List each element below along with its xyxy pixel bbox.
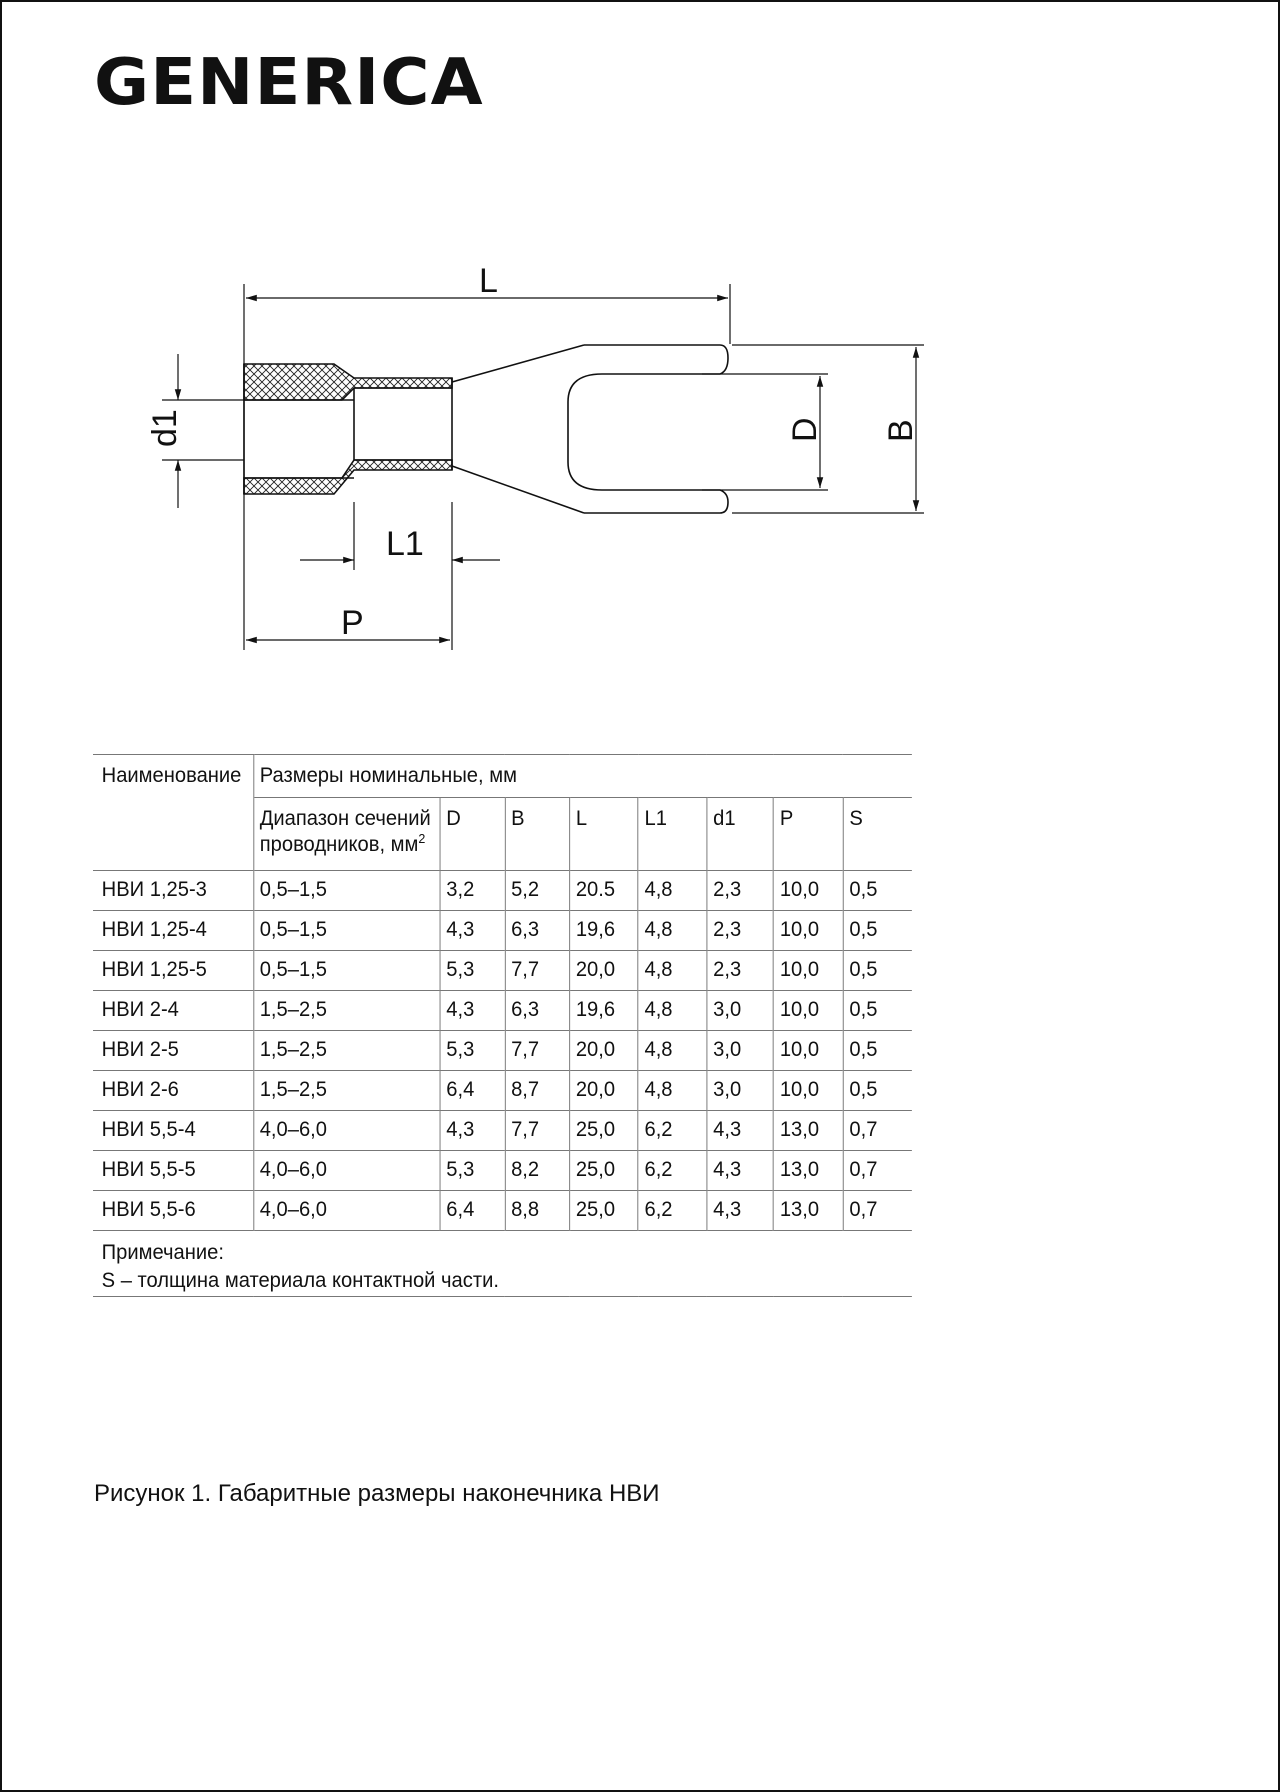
dimension-lines [162,284,924,650]
table-cell: 3,2 [440,871,505,911]
table-cell: 1,5–2,5 [253,1071,440,1111]
table-cell: 6,2 [638,1111,707,1151]
table-cell: 0,5 [843,991,912,1031]
table-cell: 0,5–1,5 [253,951,440,991]
table-note-row [93,1231,912,1297]
table-cell: 10,0 [774,871,844,911]
table-cell: 25,0 [570,1111,639,1151]
table-cell: 20.5 [570,871,639,911]
table-cell: 4,3 [440,991,505,1031]
table-cell: 4,0–6,0 [253,1111,440,1151]
table-cell: 4,0–6,0 [253,1151,440,1191]
table-cell: 4,3 [440,911,505,951]
product-name-cell: НВИ 2-6 [93,1071,253,1111]
table-cell: 6,4 [440,1191,505,1231]
table-cell: 20,0 [570,1031,639,1071]
table-cell: 13,0 [774,1111,844,1151]
table-cell: 10,0 [774,991,844,1031]
table-cell: 4,8 [638,911,707,951]
table-cell: 13,0 [774,1151,844,1191]
header-col: L [570,798,639,871]
product-name-cell: НВИ 2-5 [93,1031,253,1071]
table-cell: 8,7 [505,1071,570,1111]
header-col: B [505,798,570,871]
table-cell: 0,5 [843,911,912,951]
table-cell: 4,8 [638,1071,707,1111]
table-cell: 4,3 [707,1151,774,1191]
table-cell: 20,0 [570,1071,639,1111]
table-cell: 4,3 [707,1191,774,1231]
table-cell: 7,7 [505,1111,570,1151]
table-cell: 5,3 [440,1151,505,1191]
table-note: Примечание: S – толщина материала контактной части. [93,1231,912,1297]
header-col: D [440,798,505,871]
table-cell: 2,3 [707,871,774,911]
table-subheader-row [93,798,912,871]
product-name-cell: НВИ 5,5-6 [93,1191,253,1231]
table-cell: 4,8 [638,1031,707,1071]
table-cell: 6,2 [638,1191,707,1231]
header-range: Диапазон сечений проводников, $мм^2$ [253,798,440,871]
table-cell: 6,2 [638,1151,707,1191]
insulation-top-hatch [244,364,452,400]
table-cell: 25,0 [570,1151,639,1191]
table-row [93,1031,912,1071]
table-cell: 2,3 [707,951,774,991]
product-name-cell: НВИ 1,25-3 [93,871,253,911]
table-cell: 0,5 [843,871,912,911]
figure-caption: Рисунок 1. Габаритные размеры наконечника НВИ [94,1480,660,1507]
table-row [93,1151,912,1191]
insulation-bottom-hatch [244,460,452,494]
table-cell: 19,6 [570,911,639,951]
table-cell: 6,4 [440,1071,505,1111]
table-row [93,1191,912,1231]
label-L: L [479,262,498,300]
label-D: D [786,417,824,442]
terminal-body [244,345,728,513]
header-dims-title: Размеры номинальные, мм [253,755,911,798]
header-name: Наименование [93,755,253,798]
table-cell: 8,2 [505,1151,570,1191]
table-cell: 3,0 [707,1031,774,1071]
table-cell: 0,5 [843,1071,912,1111]
table-row [93,991,912,1031]
table-row [93,1111,912,1151]
header-col: S [843,798,912,871]
table-row [93,1071,912,1111]
table-row [93,871,912,911]
table-cell: 10,0 [774,911,844,951]
table-cell: 5,2 [505,871,570,911]
table-cell: 0,7 [843,1151,912,1191]
table-cell: 3,0 [707,1071,774,1111]
table-cell: 4,0–6,0 [253,1191,440,1231]
header-col: P [774,798,844,871]
table-cell: 20,0 [570,951,639,991]
product-name-cell: НВИ 2-4 [93,991,253,1031]
table-cell: 4,8 [638,951,707,991]
table-cell: 6,3 [505,911,570,951]
table-cell: 5,3 [440,951,505,991]
table-body [93,871,912,1231]
table-row [93,911,912,951]
table-cell: 25,0 [570,1191,639,1231]
header-name-empty [93,798,253,871]
header-col: L1 [638,798,707,871]
table-cell: 19,6 [570,991,639,1031]
table-cell: 6,3 [505,991,570,1031]
label-P: P [341,604,364,642]
table-cell: 0,7 [843,1191,912,1231]
label-B: B [882,419,920,442]
table-cell: 4,3 [707,1111,774,1151]
table-cell: 0,5–1,5 [253,911,440,951]
table-cell: 10,0 [774,1071,844,1111]
fork-outline [568,345,728,513]
table-cell: 10,0 [774,1031,844,1071]
table-cell: 0,5 [843,1031,912,1071]
table-cell: 13,0 [774,1191,844,1231]
terminal-dimension-drawing [2,2,1280,682]
table-cell: 0,7 [843,1111,912,1151]
table-cell: 5,3 [440,1031,505,1071]
table-cell: 1,5–2,5 [253,1031,440,1071]
product-name-cell: НВИ 1,25-4 [93,911,253,951]
label-d1: d1 [146,409,184,447]
product-name-cell: НВИ 5,5-4 [93,1111,253,1151]
label-L1: L1 [386,525,424,563]
table-cell: 2,3 [707,911,774,951]
table-cell: 3,0 [707,991,774,1031]
table-cell: 8,8 [505,1191,570,1231]
product-name-cell: НВИ 5,5-5 [93,1151,253,1191]
table-cell: 0,5–1,5 [253,871,440,911]
table-cell: 7,7 [505,1031,570,1071]
product-name-cell: НВИ 1,25-5 [93,951,253,991]
table-cell: 10,0 [774,951,844,991]
table-row [93,951,912,991]
table-cell: 4,3 [440,1111,505,1151]
brand-logo: GENERICA [94,46,484,120]
table-cell: 7,7 [505,951,570,991]
table-cell: 4,8 [638,991,707,1031]
table-cell: 4,8 [638,871,707,911]
spec-table [93,754,912,1297]
table-cell: 0,5 [843,951,912,991]
header-col: d1 [707,798,774,871]
table-cell: 1,5–2,5 [253,991,440,1031]
table-header-row [93,755,912,798]
